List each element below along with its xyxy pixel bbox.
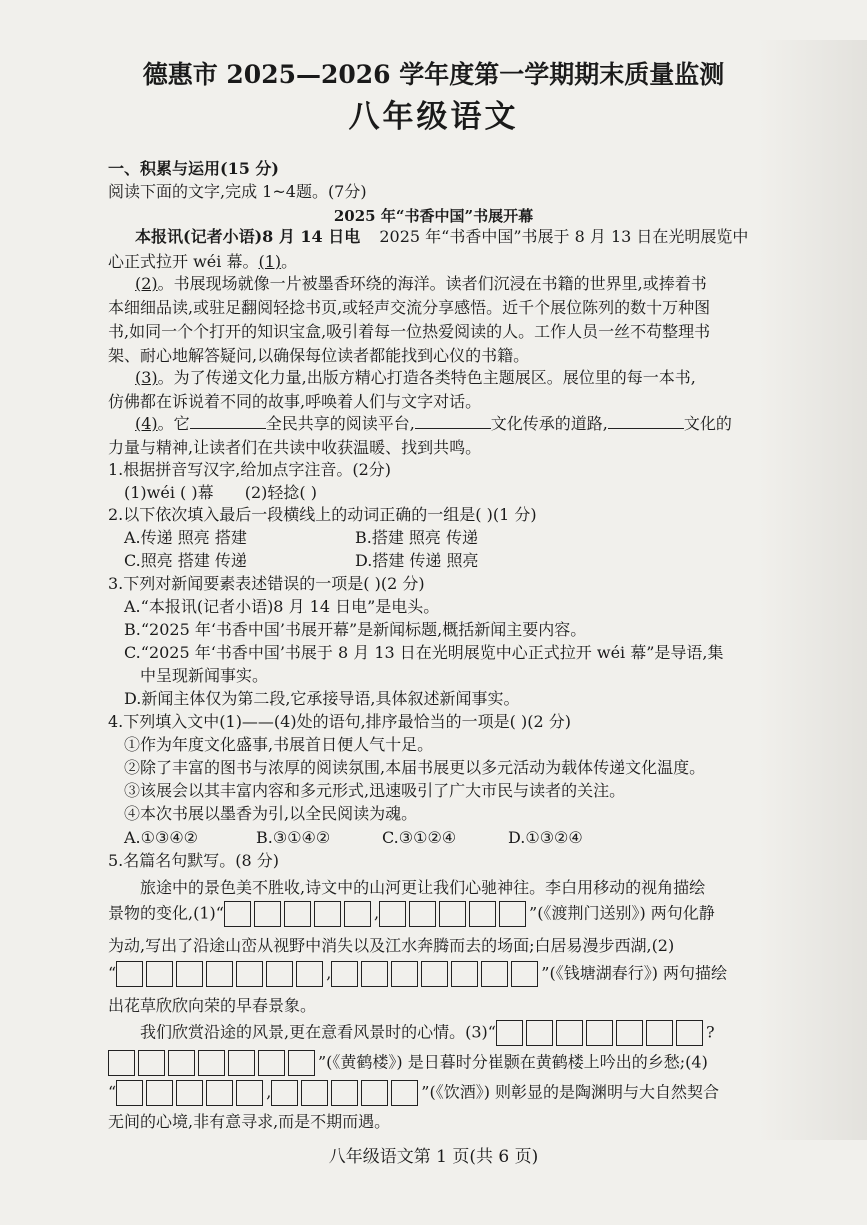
verb-blank-1[interactable] [190,412,266,429]
q5-source: ”(《渡荆门送别》) 两句化静 [529,903,715,923]
answer-boxes-1b[interactable] [379,901,529,927]
answer-boxes-2a[interactable] [116,961,326,987]
lead-text: 2025 年“书香中国”书展于 8 月 13 日在光明展览中 [379,227,749,246]
para2-line2: 本细细品读,或驻足翻阅轻捻书页,或轻声交流分享感悟。近千个展位陈列的数十万种图 [108,298,711,317]
q3-option-a: A.“本报讯(记者小语)8 月 14 日电”是电头。 [124,597,440,616]
q5-text: 我们欣赏沿途的风景,更在意看风景时的心情。(3)“ [140,1022,496,1042]
comma: , [373,903,380,923]
open-quote: “ [108,963,117,983]
q3-stem: 3.下列对新闻要素表述错误的一项是( )(2 分) [108,574,425,593]
q1-item-2: (2)轻捻( ) [244,483,317,502]
q2-option-c: C.照亮 搭建 传递 [124,551,247,570]
question-mark: ? [705,1022,715,1042]
q5-source: ”(《黄鹤楼》) 是日暮时分崔颢在黄鹤楼上吟出的乡愁;(4) [318,1052,708,1072]
q4-option-d: D.①③②④ [508,828,583,847]
punct: 。 [281,252,298,271]
para3-text: 。为了传递文化力量,出版方精心打造各类特色主题展区。展位里的每一本书, [157,368,696,387]
q5-p1-line2 [108,901,715,927]
q3-option-c-cont: 中呈现新闻事实。 [140,666,269,685]
comma: , [266,1082,272,1102]
page-footer: 八年级语文第 1 页(共 6 页) [328,1147,539,1167]
q5-p2-line3 [108,1080,719,1106]
exam-title: 德惠市 2025—2026 学年度第一学期期末质量监测 [142,60,725,89]
q4-option-c: C.③①②④ [382,828,457,847]
q1-items [124,481,317,505]
para4-line1 [135,412,732,436]
q2-option-a: A.传递 照亮 搭建 [124,528,247,547]
article-lead [135,225,748,249]
para3-line2: 仿佛都在诉说着不同的故事,呼唤着人们与文字对话。 [108,392,482,411]
q4-option-a: A.①③④② [124,828,199,847]
para2-line1 [135,272,707,296]
section-heading: 一、积累与运用(15 分) [108,159,279,178]
para2-text: 。书展现场就像一片被墨香环绕的海洋。读者们沉浸在书籍的世界里,或捧着书 [157,274,707,293]
blank-marker-1: (1) [258,252,282,271]
q4-sentence-4: ④本次书展以墨香为引,以全民阅读为魂。 [124,804,418,823]
open-quote: “ [108,1082,117,1102]
q3-option-c: C.“2025 年‘书香中国’书展于 8 月 13 日在光明展览中心正式拉开 wéi 幕”是导语,集 [124,643,724,662]
q5-source: ”(《钱塘湖春行》) 两句描绘 [541,963,728,983]
answer-boxes-2b[interactable] [331,961,541,987]
para4-text-c: 文化传承的道路, [490,414,608,433]
blank-marker-2: (2) [135,274,158,293]
para2-line3: 书,如同一个个打开的知识宝盒,吸引着每一位热爱阅读的人。工作人员一丝不苟整理书 [108,322,711,341]
q4-sentence-1: ①作为年度文化盛事,书展首日便人气十足。 [124,735,434,754]
q2-option-b: B.搭建 照亮 传递 [355,528,479,547]
q3-option-d: D.新闻主体仅为第二段,它承接导语,具体叙述新闻事实。 [124,689,520,708]
verb-blank-3[interactable] [608,412,684,429]
q5-p1-line5: 出花草欣欣向荣的早春景象。 [108,996,317,1015]
para2-line4: 架、耐心地解答疑问,以确保每位读者都能找到心仪的书籍。 [108,346,530,365]
article-title: 2025 年“书香中国”书展开幕 [333,207,534,225]
answer-boxes-3a[interactable] [496,1020,706,1046]
answer-boxes-1a[interactable] [224,901,374,927]
q5-stem: 5.名篇名句默写。(8 分) [108,851,280,870]
q5-p1-line4 [108,961,727,987]
blank-marker-3: (3) [135,368,158,387]
subject-title: 八年级语文 [348,99,519,135]
q4-sentence-3: ③该展会以其丰富内容和多元形式,迅速吸引了广大市民与读者的关注。 [124,781,626,800]
q4-option-b: B.③①④② [256,828,331,847]
q3-option-b: B.“2025 年‘书香中国’书展开幕”是新闻标题,概括新闻主要内容。 [124,620,587,639]
para4-text-d: 文化的 [683,414,732,433]
answer-boxes-4a[interactable] [116,1080,266,1106]
q5-p1-line3: 为动,写出了沿途山峦从视野中消失以及江水奔腾而去的场面;白居易漫步西湖,(2) [108,936,675,955]
q5-text: 景物的变化,(1)“ [108,903,224,923]
article-lead-line2 [108,250,297,274]
verb-blank-2[interactable] [415,412,491,429]
section-instruction: 阅读下面的文字,完成 1~4题。(7分) [108,182,367,201]
q5-p2-line1 [140,1020,715,1046]
comma: , [326,963,332,983]
para3-line1 [135,366,696,390]
para4-text-a: 。它 [157,414,190,433]
lead-text-2: 心正式拉开 wéi 幕。 [108,252,259,271]
answer-boxes-4b[interactable] [271,1080,421,1106]
q5-p2-line4: 无间的心境,非有意寻求,而是不期而遇。 [108,1112,391,1131]
q1-stem: 1.根据拼音写汉字,给加点字注音。(2分) [108,460,392,479]
q4-stem: 4.下列填入文中(1)——(4)处的语句,排序最恰当的一项是( )(2 分) [108,712,572,731]
q5-p1-line1: 旅途中的景色美不胜收,诗文中的山河更让我们心驰神往。李白用移动的视角描绘 [140,878,706,897]
blank-marker-4: (4) [135,414,158,433]
para4-text-b: 全民共享的阅读平台, [265,414,415,433]
para4-line2: 力量与精神,让读者们在共读中收获温暖、找到共鸣。 [108,438,482,457]
lead-dateline: 本报讯(记者小语)8 月 14 日电 [135,227,361,246]
q4-sentence-2: ②除了丰富的图书与浓厚的阅读氛围,本届书展更以多元活动为载体传递文化温度。 [124,758,706,777]
q2-option-d: D.搭建 传递 照亮 [355,551,479,570]
q1-item-1: (1)wéi ( )幕 [124,483,214,502]
q5-source: ”(《饮酒》) 则彰显的是陶渊明与大自然契合 [421,1082,720,1102]
answer-boxes-3b[interactable] [108,1050,318,1076]
q2-stem: 2.以下依次填入最后一段横线上的动词正确的一组是( )(1 分) [108,505,537,524]
q5-p2-line2 [108,1050,708,1076]
